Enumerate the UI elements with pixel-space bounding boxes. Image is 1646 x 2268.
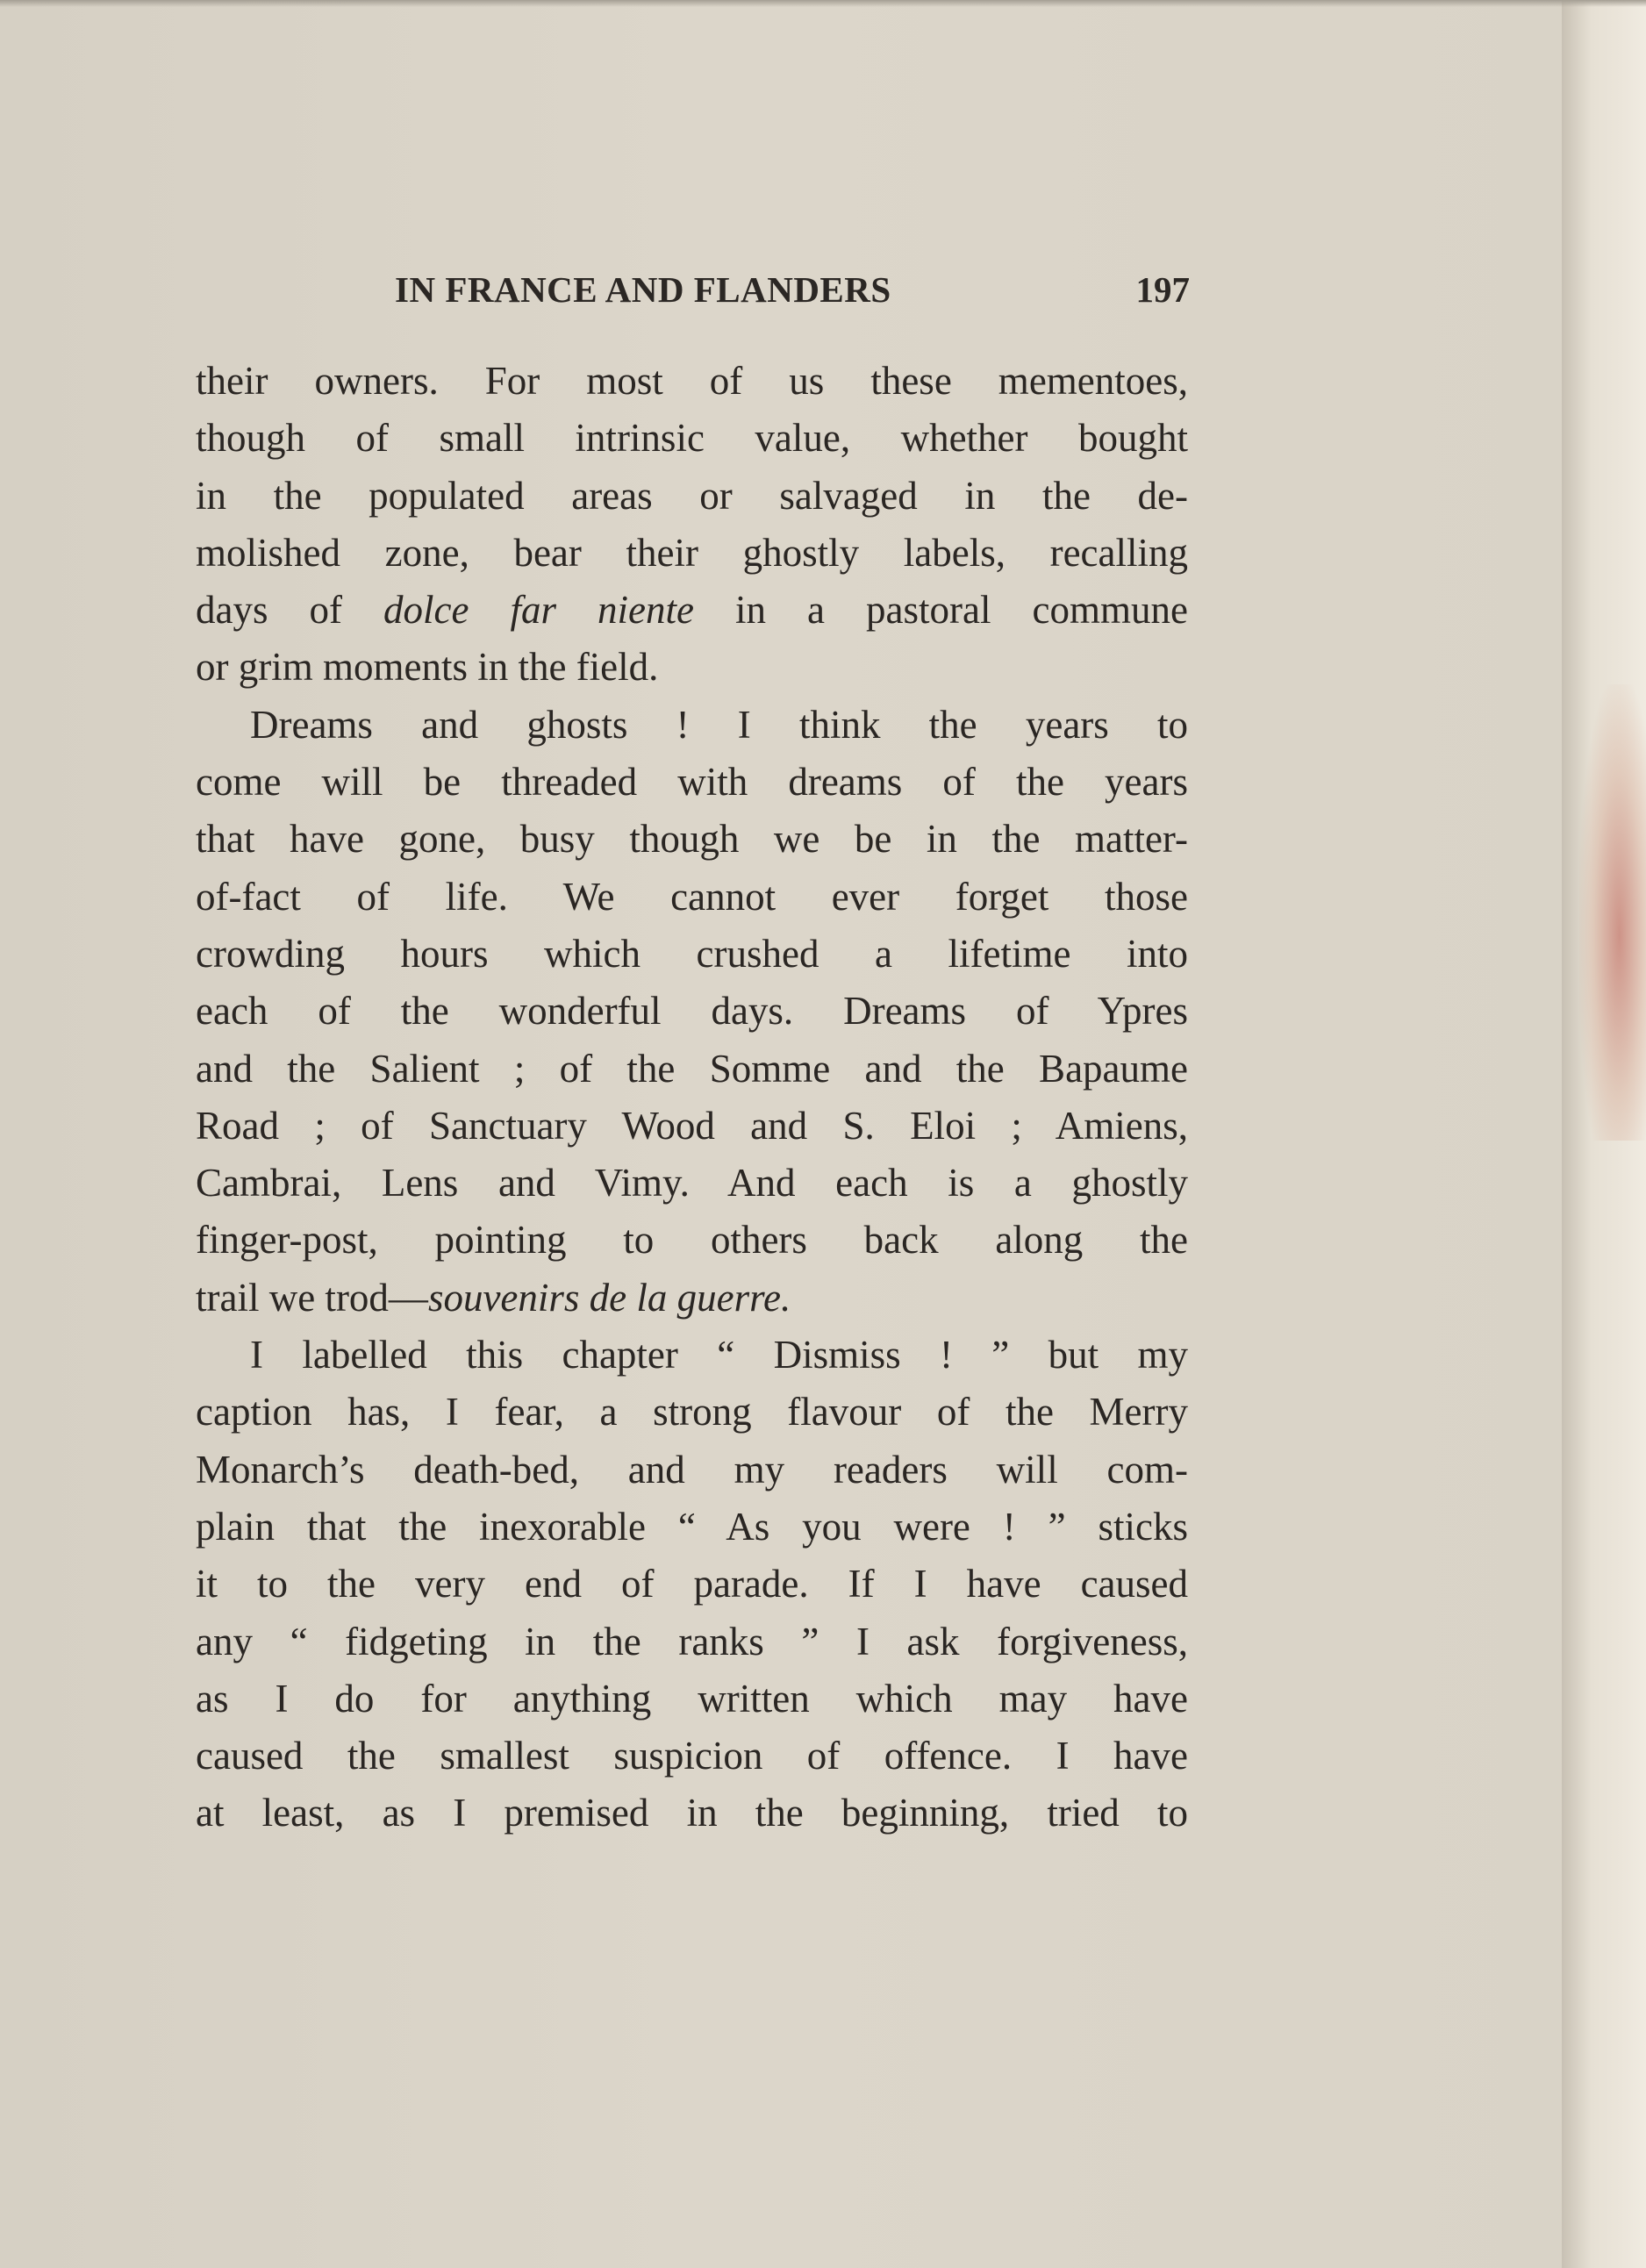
running-head — [193, 268, 1190, 321]
paper-stain — [1579, 684, 1646, 1141]
text-line: caption has, I fear, a strong flavour of the Merry — [196, 1390, 1188, 1434]
text-line: come will be threaded with dreams of the years — [196, 760, 1188, 805]
text-line: at least, as I premised in the beginning, tried to — [196, 1791, 1188, 1835]
text-line: that have gone, busy though we be in the matter- — [196, 817, 1188, 862]
text-run: days of — [196, 588, 384, 633]
text-line — [196, 582, 1188, 639]
text-line: their owners. For most of us these mementoes, — [196, 359, 1188, 403]
text-line: each of the wonderful days. Dreams of Ypres — [196, 989, 1188, 1034]
text-line: in the populated areas or salvaged in the de- — [196, 473, 1188, 518]
top-shadow — [0, 0, 1646, 7]
text-line: though of small intrinsic value, whether bought — [196, 416, 1188, 461]
italic-phrase: dolce far niente — [383, 588, 694, 633]
body-text — [196, 353, 1188, 1842]
text-run: in a pastoral commune — [694, 588, 1188, 633]
text-run: trail we trod— — [196, 1275, 428, 1320]
text-line: as I do for anything written which may have — [196, 1676, 1188, 1721]
text-line: Monarch’s death-bed, and my readers will com- — [196, 1447, 1188, 1492]
text-line: plain that the inexorable “ As you were ! ” sticks — [196, 1504, 1188, 1549]
text-line: Road ; of Sanctuary Wood and S. Eloi ; Amiens, — [196, 1103, 1188, 1148]
text-line: of-fact of life. We cannot ever forget those — [196, 874, 1188, 919]
text-line: it to the very end of parade. If I have caused — [196, 1562, 1188, 1606]
text-line: or grim moments in the field. — [196, 645, 659, 690]
text-line: and the Salient ; of the Somme and the Bapaume — [196, 1046, 1188, 1091]
text-line: I labelled this chapter “ Dismiss ! ” but my — [250, 1333, 1188, 1377]
text-line: caused the smallest suspicion of offence. I have — [196, 1734, 1188, 1778]
text-line: molished zone, bear their ghostly labels, recalling — [196, 530, 1188, 575]
page-number: 197 — [1135, 269, 1190, 310]
italic-phrase: souvenirs de la guerre. — [427, 1275, 791, 1320]
text-line: crowding hours which crushed a lifetime into — [196, 931, 1188, 976]
text-line: any “ fidgeting in the ranks ” I ask forgiveness, — [196, 1619, 1188, 1663]
text-line: Cambrai, Lens and Vimy. And each is a ghostly — [196, 1161, 1188, 1206]
text-line: Dreams and ghosts ! I think the years to — [250, 702, 1188, 747]
text-line: finger-post, pointing to others back along the — [196, 1218, 1188, 1263]
running-title: IN FRANCE AND FLANDERS — [395, 269, 891, 310]
text-line — [196, 1270, 1188, 1327]
